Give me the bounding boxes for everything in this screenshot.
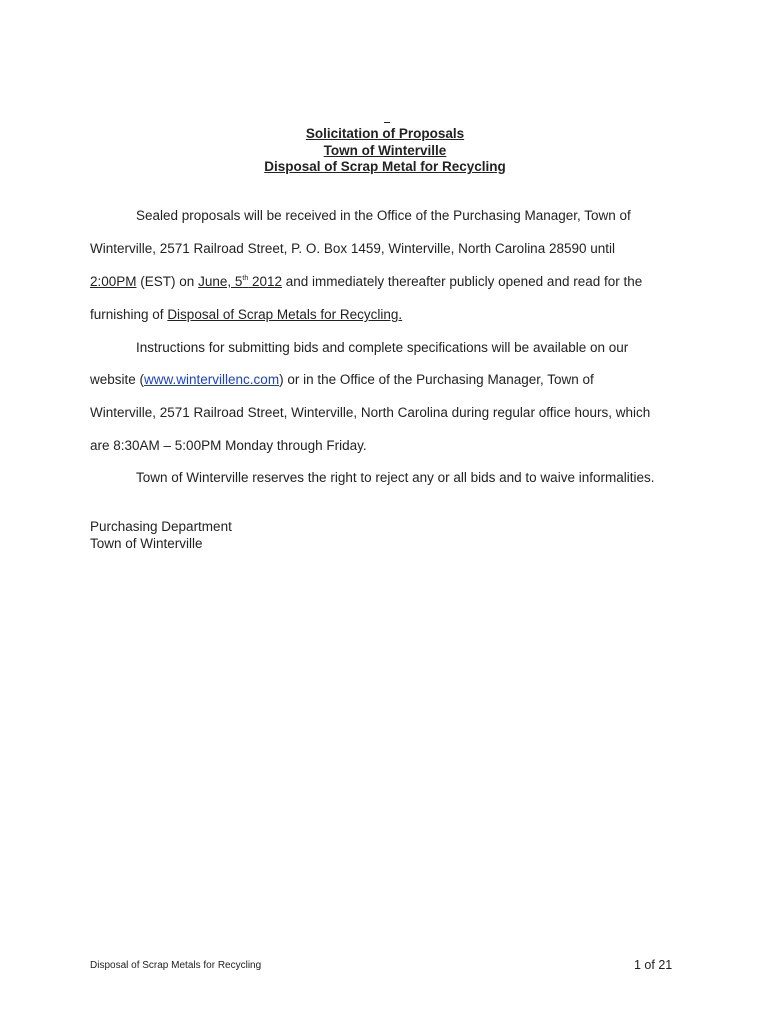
paragraph-2-line-2 (90, 371, 594, 389)
deadline-date-year: 2012 (248, 274, 283, 289)
deadline-date-day: June, 5 (198, 274, 243, 289)
document-entity: Town of Winterville (323, 143, 447, 158)
furnishing-text: furnishing of (90, 307, 164, 322)
website-prefix: website ( (90, 372, 145, 387)
signature-entity: Town of Winterville (90, 536, 203, 551)
paragraph-2-line-4: are 8:30AM – 5:00PM Monday through Friday. (90, 438, 367, 453)
stray-underline-mark (384, 110, 390, 123)
paragraph-1-line-2: Winterville, 2571 Railroad Street, P. O. Box 1459, Winterville, North Carolina 28590 until (90, 241, 616, 256)
page-number: 1 of 21 (634, 958, 673, 972)
paragraph-3-line-1: Town of Winterville reserves the right to reject any or all bids and to waive informalities. (136, 470, 655, 485)
website-suffix: ) or in the Office of the Purchasing Manager, Town of (279, 372, 594, 387)
document-title: Solicitation of Proposals (305, 126, 465, 141)
timezone-text: (EST) on (140, 274, 195, 289)
paragraph-1-line-1: Sealed proposals will be received in the Office of the Purchasing Manager, Town of (136, 208, 631, 223)
signature-department: Purchasing Department (90, 519, 232, 534)
footer-title: Disposal of Scrap Metals for Recycling (90, 960, 262, 971)
proposal-subject: Disposal of Scrap Metals for Recycling. (167, 307, 403, 322)
deadline-date-ordinal: th (242, 275, 249, 282)
deadline-date (198, 274, 282, 289)
paragraph-1-line-4 (90, 306, 402, 324)
deadline-time: 2:00PM (90, 274, 137, 289)
paragraph-2-line-3: Winterville, 2571 Railroad Street, Winterville, North Carolina during regular office hours, which (90, 405, 651, 420)
paragraph-1-line-3-rest: and immediately thereafter publicly opened and read for the (285, 274, 643, 289)
paragraph-2-line-1: Instructions for submitting bids and complete specifications will be available on our (136, 340, 629, 355)
document-subject: Disposal of Scrap Metal for Recycling (264, 159, 506, 174)
paragraph-1-line-3 (90, 273, 642, 291)
website-link[interactable]: www.wintervillenc.com (144, 372, 280, 387)
